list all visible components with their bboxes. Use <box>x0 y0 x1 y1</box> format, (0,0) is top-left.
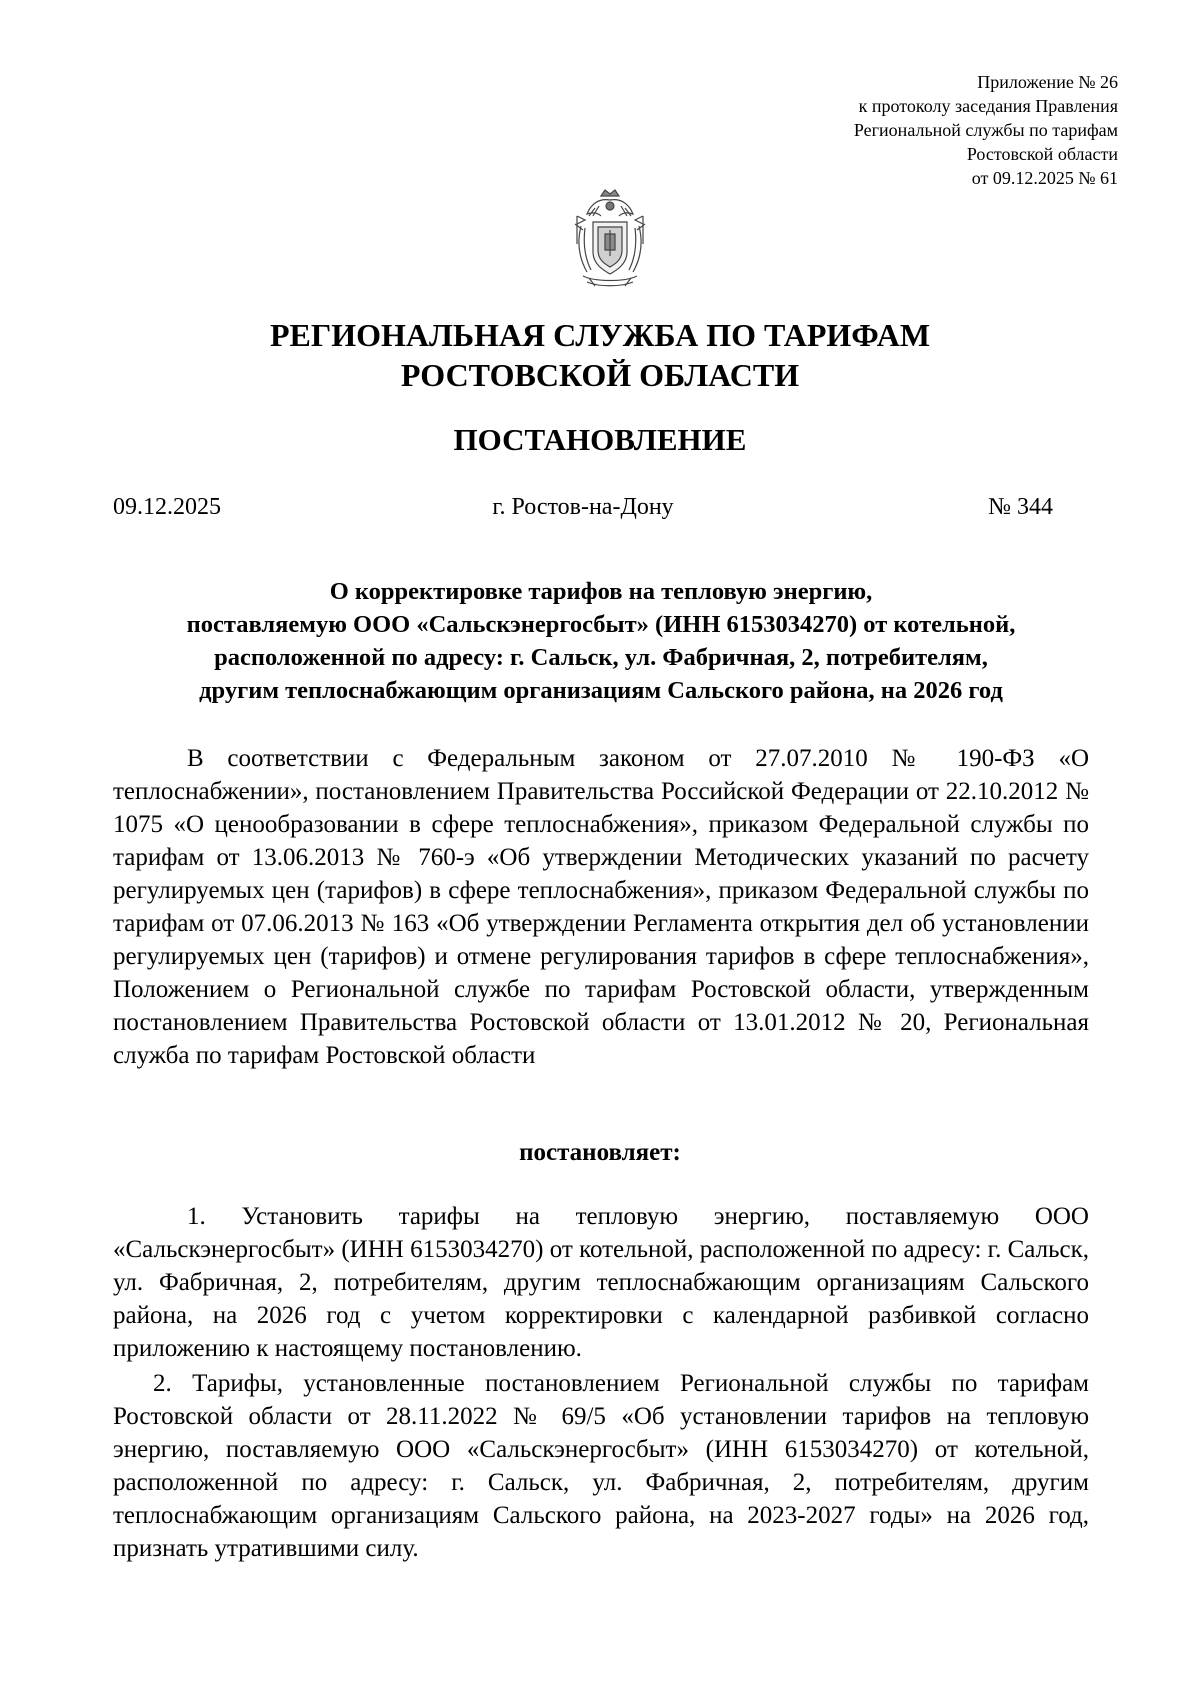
preamble-paragraph: В соответствии с Федеральным законом от 27.07.2010 № 190-ФЗ «О теплоснабжении», постановлением Правительства Российской Федерации от 22.10.2012 № 1075 «О ценообразовании в сфере теплоснабжения», приказом Федеральной службы по тарифам от 13.06.2013 № 760-э «Об утверждении Методических указаний по расчету регулируемых цен (тарифов) в сфере теплоснабжения», приказом Федеральной службы по тарифам от 07.06.2013 № 163 «Об утверждении Регламента открытия дел об установлении регулируемых цен (тарифов) и отмене регулирования тарифов в сфере теплоснабжения», Положением о Региональной службе по тарифам Ростовской области, утвержденным постановлением Правительства Ростовской области от 13.01.2012 № 20, Региональная служба по тарифам Ростовской области <box>113 745 1089 1069</box>
document-date: 09.12.2025 <box>113 494 221 520</box>
resolves-heading: постановляет: <box>519 1139 681 1166</box>
document-type: ПОСТАНОВЛЕНИЕ <box>453 422 747 457</box>
subject-line-1: О корректировке тарифов на тепловую энергию, <box>329 578 873 605</box>
organization-title <box>0 315 1200 395</box>
appendix-line-4: Ростовской области <box>966 144 1118 164</box>
appendix-line-3: Региональной службы по тарифам <box>853 120 1118 140</box>
document-number: № 344 <box>988 494 1053 520</box>
subject-line-2: поставляемую ООО «Сальскэнергосбыт» (ИНН 6153034270) от котельной, <box>186 611 1016 638</box>
document-city: г. Ростов-на-Дону <box>492 494 674 520</box>
subject-line-3: расположенной по адресу: г. Сальск, ул. Фабричная, 2, потребителям, <box>214 644 988 671</box>
org-title-line-2: РОСТОВСКОЙ ОБЛАСТИ <box>400 357 800 393</box>
resolution-item-1: 1. Установить тарифы на тепловую энергию, поставляемую ООО «Сальскэнергосбыт» (ИНН 6153034270) от котельной, расположенной по адресу: г. Сальск, ул. Фабричная, 2, потребителям, другим теплоснабжающим организациям Сальского района, на 2026 год с учетом корректировки с календарной разбивкой согласно приложению к настоящему постановлению. <box>113 1203 1089 1362</box>
appendix-line-1: Приложение № 26 <box>977 72 1118 92</box>
document-subject <box>113 575 1089 707</box>
appendix-block <box>854 70 1118 190</box>
coat-of-arms-icon <box>565 186 655 291</box>
subject-line-4: другим теплоснабжающим организациям Сальского района, на 2026 год <box>199 677 1003 704</box>
document-meta-row <box>113 490 1053 524</box>
resolution-item-2: 2. Тарифы, установленные постановлением Региональной службы по тарифам Ростовской области от 28.11.2022 № 69/5 «Об установлении тарифов на тепловую энергию, поставляемую ООО «Сальскэнергосбыт» (ИНН 6153034270) от котельной, расположенной по адресу: г. Сальск, ул. Фабричная, 2, потребителям, другим теплоснабжающим организациям Сальского района, на 2023-2027 годы» на 2026 год, признать утратившими силу. <box>113 1370 1089 1562</box>
appendix-line-5: от 09.12.2025 № 61 <box>971 168 1118 188</box>
org-title-line-1: РЕГИОНАЛЬНАЯ СЛУЖБА ПО ТАРИФАМ <box>269 317 931 353</box>
appendix-line-2: к протоколу заседания Правления <box>858 96 1118 116</box>
